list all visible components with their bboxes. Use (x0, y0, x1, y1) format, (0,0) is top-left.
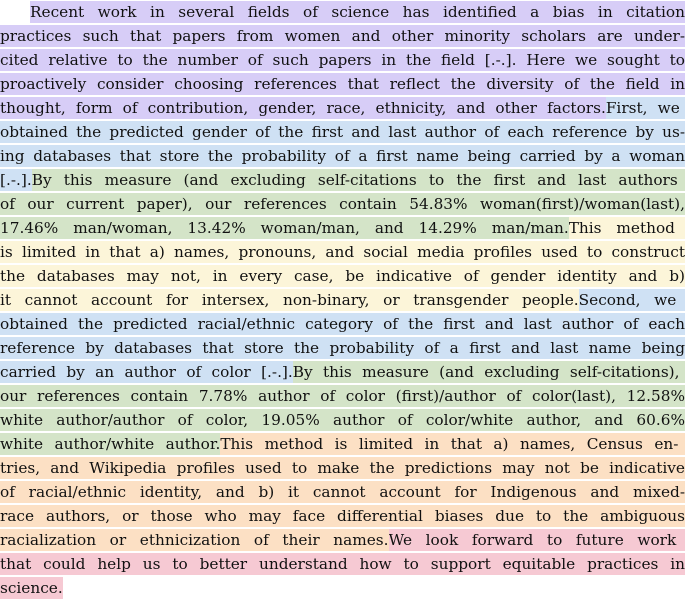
paragraph-line (0, 288, 685, 312)
highlighted-text-segment: it cannot account for intersex, non-binary, or transgender people. (0, 291, 579, 309)
paragraph-line (0, 312, 685, 336)
paragraph-line (0, 168, 685, 192)
highlighted-text-segment: cited relative to the number of such papers in the field [.-.]. Here we sought to (0, 51, 685, 69)
highlighted-text-segment: tries, and Wikipedia profiles used to make the predictions may not be indicative (0, 459, 685, 477)
highlighted-text-segment: Second, we (579, 289, 685, 311)
paragraph-line (0, 384, 685, 408)
highlighted-text-segment: We look forward to future work (389, 529, 685, 551)
paragraph-line (0, 96, 685, 120)
highlighted-text-segment: proactively consider choosing references that reflect the diversity of the field in (0, 75, 685, 93)
highlighted-text-segment: race authors, or those who may face differential biases due to the ambiguous (0, 507, 685, 525)
highlighted-text-segment: By this measure (and excluding self-citations to the first and last authors (32, 169, 685, 191)
paragraph-line (0, 456, 685, 480)
paragraph-line (0, 264, 685, 288)
paragraph-line (0, 144, 685, 168)
highlighted-text-segment: This method (569, 217, 685, 239)
highlighted-text-segment: obtained the predicted gender of the first and last author of each reference by us- (0, 123, 685, 141)
highlighted-text-segment: reference by databases that store the probability of a first and last name being (0, 339, 685, 357)
highlighted-text-segment: obtained the predicted racial/ethnic category of the first and last author of each (0, 315, 685, 333)
highlighted-text-segment: white author/author of color, 19.05% author of color/white author, and 60.6% (0, 411, 685, 429)
paragraph-line (0, 336, 685, 360)
paragraph-line (0, 432, 685, 456)
paragraph-line (0, 360, 685, 384)
paragraph-line (0, 24, 685, 48)
paragraph-line (0, 120, 685, 144)
paragraph-line (0, 480, 685, 504)
highlighted-text-segment: white author/white author. (0, 435, 221, 453)
paragraph-line (0, 48, 685, 72)
highlighted-text-segment: the databases may not, in every case, be indicative of gender identity and b) (0, 267, 685, 285)
paragraph-line (0, 576, 685, 600)
paragraph-line (0, 504, 685, 528)
highlighted-text-segment: is limited in that a) names, pronouns, and social media profiles used to construct (0, 243, 685, 261)
paragraph-line (0, 216, 685, 240)
highlighted-text-segment: thought, form of contribution, gender, race, ethnicity, and other factors. (0, 99, 606, 117)
highlighted-text-segment: that could help us to better understand how to support equitable practices in (0, 555, 685, 573)
paragraph-line (0, 0, 685, 24)
paragraph-line (0, 72, 685, 96)
highlighted-text-segment: First, we (606, 97, 685, 119)
highlighted-text-segment: of our current paper), our references contain 54.83% woman(first)/woman(last), (0, 195, 685, 213)
paragraph-line (0, 408, 685, 432)
highlighted-text-segment: Recent work in several fields of science has identified a bias in citation (30, 3, 685, 21)
highlighted-text-segment: By this measure (and excluding self-citations), (293, 361, 685, 383)
highlighted-text-segment: This method is limited in that a) names, Census en- (220, 433, 685, 455)
paragraph-line (0, 528, 685, 552)
paragraph-line (0, 240, 685, 264)
highlighted-text-segment: of racial/ethnic identity, and b) it cannot account for Indigenous and mixed- (0, 483, 685, 501)
paragraph-line (0, 552, 685, 576)
highlighted-text-segment: ing databases that store the probability of a first name being carried by a woman (0, 147, 685, 165)
highlighted-text-segment: carried by an author of color [.-.]. (0, 363, 293, 381)
highlighted-text-segment: 17.46% man/woman, 13.42% woman/man, and 14.29% man/man. (0, 219, 569, 237)
highlighted-text-segment: our references contain 7.78% author of color (first)/author of color(last), 12.58% (0, 387, 685, 405)
highlighted-text-segment: racialization or ethnicization of their names. (0, 531, 389, 549)
highlighted-text-segment: science. (0, 579, 63, 597)
highlighted-text-segment: practices such that papers from women and other minority scholars are under- (0, 27, 685, 45)
highlighted-text-segment: [.-.]. (0, 171, 32, 189)
paragraph-line (0, 192, 685, 216)
